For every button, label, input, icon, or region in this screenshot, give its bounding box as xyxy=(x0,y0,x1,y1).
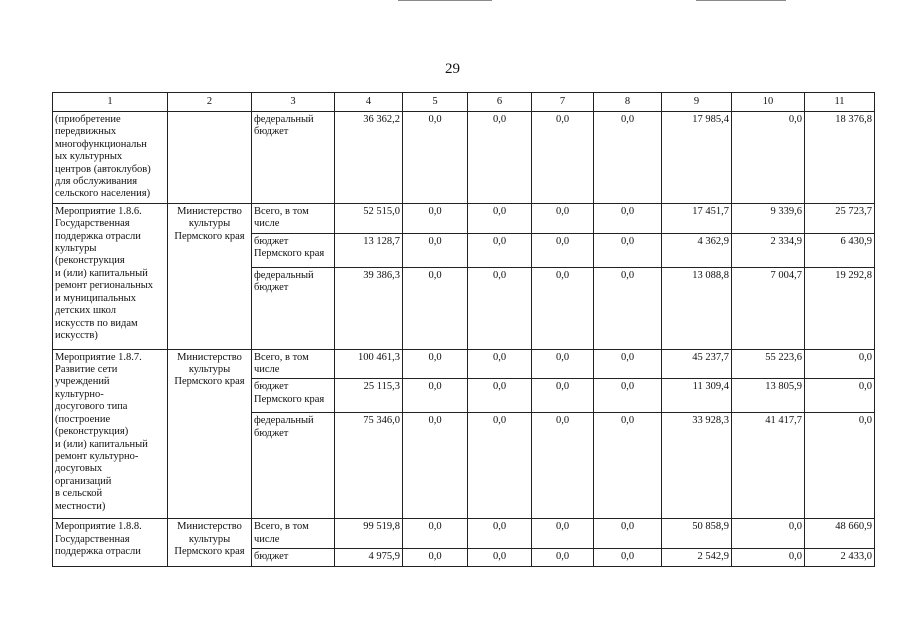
amount-cell-col-11: 19 292,8 xyxy=(805,267,875,349)
measure-name-line: многофункциональн xyxy=(55,138,147,150)
amount-cell-col-11: 18 376,8 xyxy=(805,112,875,204)
funding-source-line: Пермского края xyxy=(254,393,325,405)
executor-cell xyxy=(168,349,252,519)
amount-cell-col-4: 75 346,0 xyxy=(335,413,403,519)
measure-name-line: (построение xyxy=(55,413,111,425)
measure-name-cell xyxy=(53,203,168,349)
amount-cell-col-5: 0,0 xyxy=(403,413,468,519)
amount-cell-col-8: 0,0 xyxy=(594,549,662,567)
measure-name-line: сельского населения) xyxy=(55,188,151,200)
measure-name-line: детских школ xyxy=(55,305,116,317)
measure-name-line: и (или) капитальный xyxy=(55,438,148,450)
amount-cell-col-11: 0,0 xyxy=(805,379,875,413)
funding-source-line: федеральный xyxy=(254,269,314,281)
measure-name-line: Мероприятие 1.8.8. xyxy=(55,521,142,533)
amount-cell-col-6: 0,0 xyxy=(468,413,532,519)
amount-cell-col-8: 0,0 xyxy=(594,233,662,267)
amount-cell-col-6: 0,0 xyxy=(468,519,532,549)
amount-cell-col-6: 0,0 xyxy=(468,267,532,349)
table-body xyxy=(53,112,875,567)
amount-cell-col-9: 17 451,7 xyxy=(662,203,732,233)
amount-cell-col-4: 25 115,3 xyxy=(335,379,403,413)
amount-cell-col-7: 0,0 xyxy=(532,379,594,413)
amount-cell-col-4: 100 461,3 xyxy=(335,349,403,379)
budget-table xyxy=(52,92,875,567)
amount-cell-col-11: 2 433,0 xyxy=(805,549,875,567)
measure-name-line: Развитие сети xyxy=(55,364,118,376)
measure-name-line: организаций xyxy=(55,475,112,487)
amount-cell-col-5: 0,0 xyxy=(403,267,468,349)
amount-cell-col-7: 0,0 xyxy=(532,233,594,267)
executor-line: Пермского края xyxy=(174,546,245,558)
amount-cell-col-8: 0,0 xyxy=(594,379,662,413)
amount-cell-col-5: 0,0 xyxy=(403,233,468,267)
measure-name-line: искусств) xyxy=(55,329,98,341)
funding-source-line: числе xyxy=(254,364,280,376)
amount-cell-col-6: 0,0 xyxy=(468,549,532,567)
measure-name-line: Государственная xyxy=(55,218,130,230)
amount-cell-col-7: 0,0 xyxy=(532,413,594,519)
amount-cell-col-5: 0,0 xyxy=(403,203,468,233)
amount-cell-col-8: 0,0 xyxy=(594,112,662,204)
amount-cell-col-10: 7 004,7 xyxy=(732,267,805,349)
column-header-6: 6 xyxy=(468,93,532,112)
executor-line: Министерство xyxy=(177,351,242,363)
amount-cell-col-9: 17 985,4 xyxy=(662,112,732,204)
funding-source-cell xyxy=(252,549,335,567)
amount-cell-col-10: 55 223,6 xyxy=(732,349,805,379)
amount-cell-col-11: 6 430,9 xyxy=(805,233,875,267)
measure-name-line: в сельской xyxy=(55,488,103,500)
funding-source-line: бюджет xyxy=(254,282,289,294)
measure-name-line: местности) xyxy=(55,500,106,512)
amount-cell-col-7: 0,0 xyxy=(532,519,594,549)
amount-cell-col-11: 0,0 xyxy=(805,413,875,519)
amount-cell-col-8: 0,0 xyxy=(594,519,662,549)
amount-cell-col-8: 0,0 xyxy=(594,349,662,379)
amount-cell-col-6: 0,0 xyxy=(468,233,532,267)
column-header-3: 3 xyxy=(252,93,335,112)
measure-name-line: искусств по видам xyxy=(55,317,138,329)
amount-cell-col-8: 0,0 xyxy=(594,203,662,233)
amount-cell-col-11: 0,0 xyxy=(805,349,875,379)
amount-cell-col-8: 0,0 xyxy=(594,267,662,349)
column-header-7: 7 xyxy=(532,93,594,112)
scan-artifact-line-left xyxy=(398,0,492,1)
measure-name-line: (приобретение xyxy=(55,114,121,125)
executor-line: культуры xyxy=(188,364,231,376)
column-header-5: 5 xyxy=(403,93,468,112)
amount-cell-col-6: 0,0 xyxy=(468,203,532,233)
amount-cell-col-5: 0,0 xyxy=(403,349,468,379)
amount-cell-col-5: 0,0 xyxy=(403,112,468,204)
column-header-9: 9 xyxy=(662,93,732,112)
funding-source-cell xyxy=(252,233,335,267)
column-header-2: 2 xyxy=(168,93,252,112)
measure-name-line: (реконструкция xyxy=(55,255,125,267)
funding-source-line: Всего, в том xyxy=(254,521,309,533)
amount-cell-col-10: 41 417,7 xyxy=(732,413,805,519)
amount-cell-col-10: 9 339,6 xyxy=(732,203,805,233)
funding-source-line: бюджет xyxy=(254,126,289,138)
measure-name-line: и (или) капитальный xyxy=(55,267,148,279)
amount-cell-col-4: 13 128,7 xyxy=(335,233,403,267)
executor-line: Пермского края xyxy=(174,376,245,388)
funding-source-line: Всего, в том xyxy=(254,351,309,363)
amount-cell-col-7: 0,0 xyxy=(532,549,594,567)
executor-line: Пермского края xyxy=(174,230,245,242)
amount-cell-col-7: 0,0 xyxy=(532,349,594,379)
column-header-1: 1 xyxy=(53,93,168,112)
measure-name-line: центров (автоклубов) xyxy=(55,163,151,175)
amount-cell-col-9: 11 309,4 xyxy=(662,379,732,413)
column-header-11: 11 xyxy=(805,93,875,112)
amount-cell-col-4: 99 519,8 xyxy=(335,519,403,549)
executor-line: Министерство xyxy=(177,205,242,217)
amount-cell-col-6: 0,0 xyxy=(468,112,532,204)
funding-source-line: Всего, в том xyxy=(254,205,309,217)
column-header-8: 8 xyxy=(594,93,662,112)
measure-name-line: ремонт культурно- xyxy=(55,450,139,462)
funding-source-cell xyxy=(252,203,335,233)
measure-name-cell xyxy=(53,112,168,204)
amount-cell-col-10: 13 805,9 xyxy=(732,379,805,413)
table-header xyxy=(53,93,875,112)
funding-source-line: числе xyxy=(254,533,280,545)
funding-source-cell xyxy=(252,519,335,549)
measure-name-line: поддержка отрасли xyxy=(55,230,141,242)
scan-artifact-line-right xyxy=(696,0,786,1)
amount-cell-col-9: 45 237,7 xyxy=(662,349,732,379)
header-row xyxy=(53,93,875,112)
funding-source-cell xyxy=(252,379,335,413)
amount-cell-col-10: 0,0 xyxy=(732,112,805,204)
funding-source-line: федеральный xyxy=(254,415,314,427)
amount-cell-col-5: 0,0 xyxy=(403,379,468,413)
measure-name-line: ремонт региональных xyxy=(55,280,154,292)
amount-cell-col-4: 4 975,9 xyxy=(335,549,403,567)
measure-name-line: (реконструкция) xyxy=(55,426,129,438)
table-row xyxy=(53,203,875,233)
amount-cell-col-9: 2 542,9 xyxy=(662,549,732,567)
executor-line: культуры xyxy=(188,218,231,230)
amount-cell-col-5: 0,0 xyxy=(403,519,468,549)
amount-cell-col-8: 0,0 xyxy=(594,413,662,519)
measure-name-line: поддержка отрасли xyxy=(55,546,141,558)
executor-cell xyxy=(168,112,252,204)
amount-cell-col-7: 0,0 xyxy=(532,112,594,204)
amount-cell-col-10: 0,0 xyxy=(732,549,805,567)
amount-cell-col-5: 0,0 xyxy=(403,549,468,567)
measure-name-line: Мероприятие 1.8.6. xyxy=(55,205,142,217)
measure-name-line: культурно- xyxy=(55,388,104,400)
amount-cell-col-9: 33 928,3 xyxy=(662,413,732,519)
amount-cell-col-7: 0,0 xyxy=(532,267,594,349)
funding-source-line: Пермского края xyxy=(254,248,325,260)
measure-name-line: досугового типа xyxy=(55,401,128,413)
funding-source-cell xyxy=(252,267,335,349)
measure-name-cell xyxy=(53,519,168,567)
column-header-4: 4 xyxy=(335,93,403,112)
column-header-10: 10 xyxy=(732,93,805,112)
table-row xyxy=(53,519,875,549)
amount-cell-col-9: 13 088,8 xyxy=(662,267,732,349)
executor-cell xyxy=(168,519,252,567)
amount-cell-col-9: 50 858,9 xyxy=(662,519,732,549)
executor-cell xyxy=(168,203,252,349)
executor-line: культуры xyxy=(188,533,231,545)
funding-source-line: бюджет xyxy=(254,427,289,439)
funding-source-line: бюджет xyxy=(254,235,289,247)
funding-source-cell xyxy=(252,112,335,204)
funding-source-cell xyxy=(252,349,335,379)
table-row xyxy=(53,349,875,379)
table-row xyxy=(53,112,875,204)
measure-name-line: учреждений xyxy=(55,376,110,388)
measure-name-line: и муниципальных xyxy=(55,292,136,304)
measure-name-line: досуговых xyxy=(55,463,103,475)
amount-cell-col-7: 0,0 xyxy=(532,203,594,233)
measure-name-line: для обслуживания xyxy=(55,176,138,188)
measure-name-line: Государственная xyxy=(55,533,130,545)
amount-cell-col-4: 39 386,3 xyxy=(335,267,403,349)
funding-source-cell xyxy=(252,413,335,519)
measure-name-line: ых культурных xyxy=(55,151,123,163)
amount-cell-col-9: 4 362,9 xyxy=(662,233,732,267)
page-number: 29 xyxy=(445,61,460,77)
amount-cell-col-11: 48 660,9 xyxy=(805,519,875,549)
amount-cell-col-4: 52 515,0 xyxy=(335,203,403,233)
measure-name-cell xyxy=(53,349,168,519)
amount-cell-col-10: 2 334,9 xyxy=(732,233,805,267)
amount-cell-col-4: 36 362,2 xyxy=(335,112,403,204)
funding-source-line: федеральный xyxy=(254,114,314,125)
amount-cell-col-6: 0,0 xyxy=(468,379,532,413)
measure-name-line: Мероприятие 1.8.7. xyxy=(55,351,142,363)
amount-cell-col-11: 25 723,7 xyxy=(805,203,875,233)
measure-name-line: передвижных xyxy=(55,126,117,138)
funding-source-line: бюджет xyxy=(254,551,289,563)
measure-name-line: культуры xyxy=(55,243,97,255)
amount-cell-col-10: 0,0 xyxy=(732,519,805,549)
executor-line: Министерство xyxy=(177,521,242,533)
funding-source-line: числе xyxy=(254,218,280,230)
funding-source-line: бюджет xyxy=(254,381,289,393)
amount-cell-col-6: 0,0 xyxy=(468,349,532,379)
